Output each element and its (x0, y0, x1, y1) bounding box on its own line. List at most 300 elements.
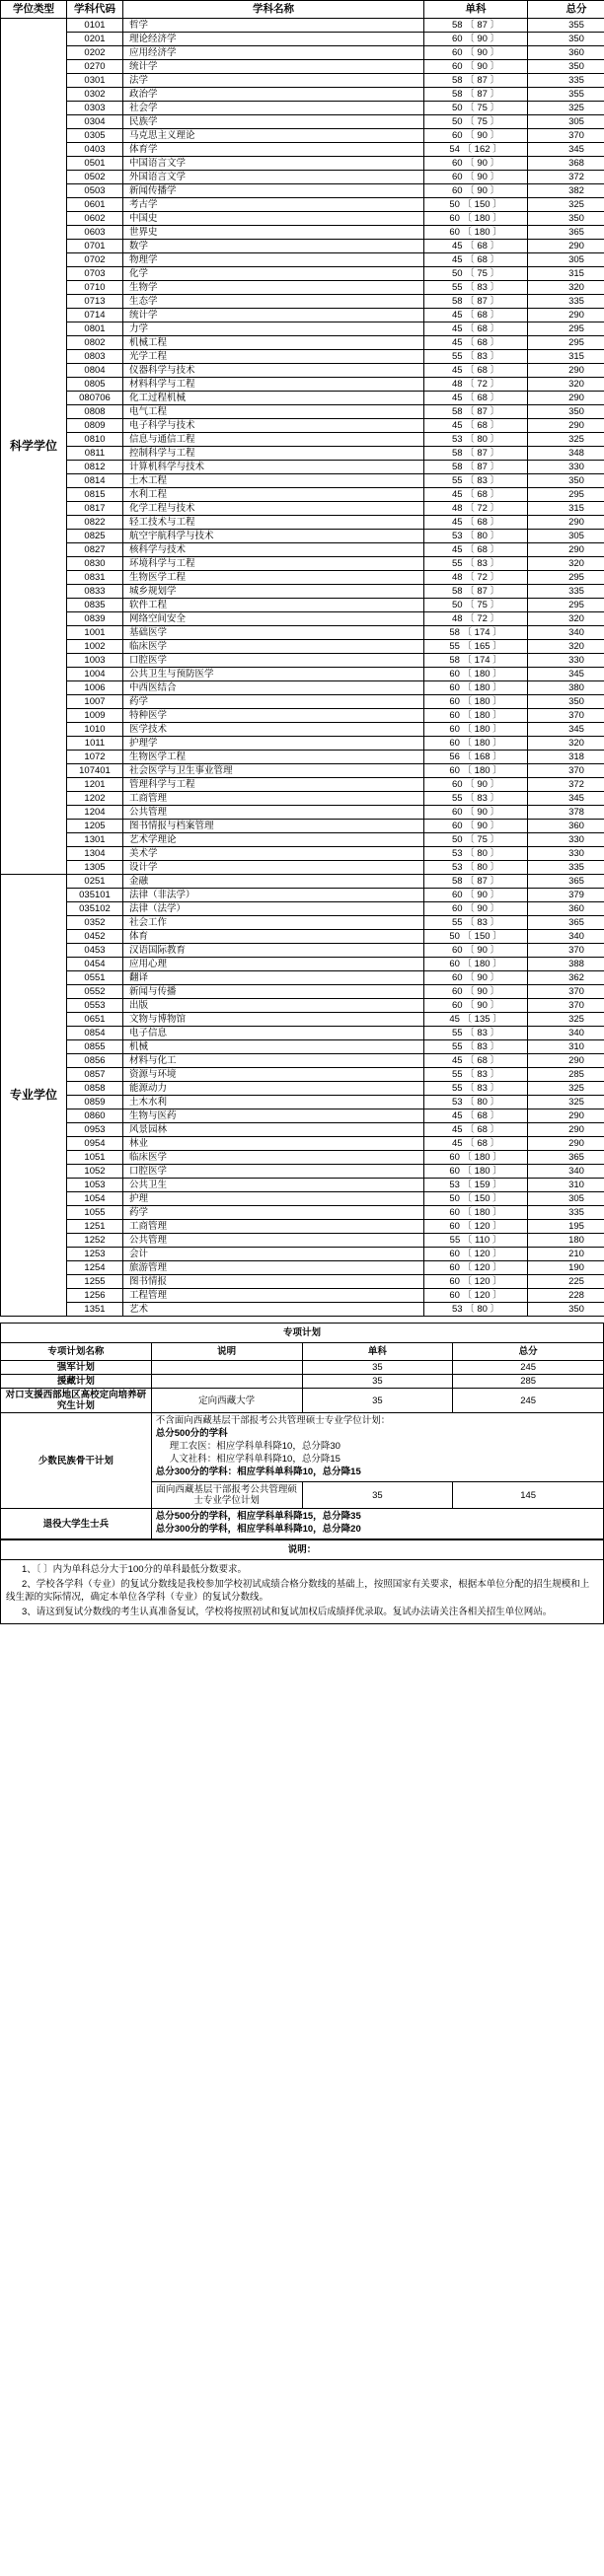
discipline-name-cell: 公共卫生 (123, 1179, 424, 1192)
total-score-cell: 370 (528, 944, 604, 958)
table-row (1, 488, 604, 502)
total-score-cell: 325 (528, 433, 604, 447)
discipline-code-cell: 0403 (67, 143, 123, 157)
single-subject-cell: 53 〔 80 〕 (424, 847, 528, 861)
table-row (1, 447, 604, 461)
discipline-name-cell: 信息与通信工程 (123, 433, 424, 447)
single-subject-cell: 48 〔 72 〕 (424, 502, 528, 516)
table-row (1, 1054, 604, 1068)
total-score-cell: 325 (528, 1013, 604, 1027)
discipline-code-cell: 1304 (67, 847, 123, 861)
discipline-name-cell: 中国语言文学 (123, 157, 424, 171)
single-subject-cell: 45 〔 68 〕 (424, 1109, 528, 1123)
discipline-code-cell: 0856 (67, 1054, 123, 1068)
single-subject-cell: 45 〔 68 〕 (424, 419, 528, 433)
total-score-cell: 360 (528, 820, 604, 833)
table-row (1, 612, 604, 626)
total-score-cell: 310 (528, 1040, 604, 1054)
single-subject-cell: 53 〔 80 〕 (424, 433, 528, 447)
single-subject-cell: 60 〔 90 〕 (424, 971, 528, 985)
single-subject-cell: 60 〔 120 〕 (424, 1275, 528, 1289)
total-score-cell: 380 (528, 681, 604, 695)
plans-title: 专项计划 (1, 1324, 604, 1343)
table-row (1, 392, 604, 405)
single-subject-cell: 45 〔 68 〕 (424, 253, 528, 267)
total-score-cell: 295 (528, 488, 604, 502)
plan-name-cell: 退役大学生士兵 (1, 1509, 152, 1539)
plan-single-cell: 35 (302, 1482, 453, 1509)
single-subject-cell: 60 〔 90 〕 (424, 157, 528, 171)
single-subject-cell: 45 〔 68 〕 (424, 1054, 528, 1068)
table-row (1, 930, 604, 944)
table-row (1, 60, 604, 74)
single-subject-cell: 48 〔 72 〕 (424, 571, 528, 585)
table-row (1, 212, 604, 226)
discipline-name-cell: 医学技术 (123, 723, 424, 737)
single-subject-cell: 48 〔 72 〕 (424, 378, 528, 392)
single-subject-cell: 50 〔 75 〕 (424, 833, 528, 847)
discipline-name-cell: 材料科学与工程 (123, 378, 424, 392)
single-subject-cell: 60 〔 180 〕 (424, 723, 528, 737)
discipline-name-cell: 特种医学 (123, 709, 424, 723)
single-subject-cell: 45 〔 68 〕 (424, 322, 528, 336)
discipline-code-cell: 0601 (67, 198, 123, 212)
table-row (1, 129, 604, 143)
discipline-code-cell: 0810 (67, 433, 123, 447)
total-score-cell: 378 (528, 806, 604, 820)
single-subject-cell: 60 〔 90 〕 (424, 902, 528, 916)
table-row (1, 102, 604, 115)
total-score-cell: 335 (528, 585, 604, 599)
single-subject-cell: 58 〔 87 〕 (424, 585, 528, 599)
discipline-code-cell: 0701 (67, 240, 123, 253)
plan-desc-line: 理工农医：相应学科单科降10，总分降30 (169, 1441, 340, 1452)
single-subject-cell: 45 〔 68 〕 (424, 364, 528, 378)
total-score-cell: 335 (528, 295, 604, 309)
discipline-code-cell: 0830 (67, 557, 123, 571)
plan-desc-cell: 面向西藏基层干部报考公共管理硕士专业学位计划 (151, 1482, 302, 1509)
discipline-name-cell: 新闻传播学 (123, 184, 424, 198)
discipline-name-cell: 会计 (123, 1248, 424, 1261)
discipline-name-cell: 仪器科学与技术 (123, 364, 424, 378)
discipline-name-cell: 应用心理 (123, 958, 424, 971)
plan-desc-line: 总分300分的学科：相应学科单科降10，总分降15 (155, 1467, 361, 1477)
total-score-cell: 225 (528, 1275, 604, 1289)
total-score-cell: 370 (528, 985, 604, 999)
discipline-code-cell: 0651 (67, 1013, 123, 1027)
total-score-cell: 290 (528, 392, 604, 405)
single-subject-cell: 55 〔 83 〕 (424, 557, 528, 571)
plan-desc-cell (151, 1361, 302, 1375)
discipline-name-cell: 政治学 (123, 88, 424, 102)
discipline-code-cell: 1011 (67, 737, 123, 751)
discipline-name-cell: 出版 (123, 999, 424, 1013)
table-row (1, 751, 604, 764)
table-row (1, 33, 604, 46)
discipline-code-cell: 0831 (67, 571, 123, 585)
single-subject-cell: 60 〔 90 〕 (424, 129, 528, 143)
discipline-name-cell: 水利工程 (123, 488, 424, 502)
plans-row (1, 1375, 604, 1389)
single-subject-cell: 60 〔 180 〕 (424, 709, 528, 723)
total-score-cell: 362 (528, 971, 604, 985)
single-subject-cell: 50 〔 75 〕 (424, 115, 528, 129)
table-row (1, 958, 604, 971)
discipline-name-cell: 工程管理 (123, 1289, 424, 1303)
discipline-name-cell: 控制科学与工程 (123, 447, 424, 461)
total-score-cell: 285 (528, 1068, 604, 1082)
plans-title-row (1, 1324, 604, 1343)
discipline-code-cell: 0454 (67, 958, 123, 971)
table-row (1, 226, 604, 240)
discipline-name-cell: 网络空间安全 (123, 612, 424, 626)
discipline-code-cell: 0714 (67, 309, 123, 322)
discipline-code-cell: 1256 (67, 1289, 123, 1303)
total-score-cell: 310 (528, 1179, 604, 1192)
total-score-cell: 348 (528, 447, 604, 461)
discipline-code-cell: 0453 (67, 944, 123, 958)
single-subject-cell: 55 〔 83 〕 (424, 792, 528, 806)
discipline-name-cell: 生物医学工程 (123, 751, 424, 764)
discipline-name-cell: 美术学 (123, 847, 424, 861)
discipline-code-cell: 035102 (67, 902, 123, 916)
single-subject-cell: 45 〔 68 〕 (424, 240, 528, 253)
table-row (1, 1303, 604, 1317)
discipline-code-cell: 0304 (67, 115, 123, 129)
plans-row (1, 1413, 604, 1482)
total-score-cell: 305 (528, 1192, 604, 1206)
notes-body-row (1, 1560, 604, 1624)
single-subject-cell: 60 〔 180 〕 (424, 226, 528, 240)
discipline-code-cell: 0501 (67, 157, 123, 171)
table-row (1, 792, 604, 806)
total-score-cell: 370 (528, 709, 604, 723)
table-row (1, 654, 604, 668)
table-row (1, 88, 604, 102)
single-subject-cell: 58 〔 174 〕 (424, 626, 528, 640)
discipline-name-cell: 口腔医学 (123, 654, 424, 668)
single-subject-cell: 58 〔 87 〕 (424, 405, 528, 419)
plan-total-cell: 145 (453, 1482, 604, 1509)
discipline-name-cell: 林业 (123, 1137, 424, 1151)
discipline-name-cell: 计算机科学与技术 (123, 461, 424, 474)
discipline-name-cell: 临床医学 (123, 640, 424, 654)
discipline-name-cell: 力学 (123, 322, 424, 336)
discipline-code-cell: 0860 (67, 1109, 123, 1123)
total-score-cell: 290 (528, 240, 604, 253)
discipline-code-cell: 0603 (67, 226, 123, 240)
table-row (1, 516, 604, 530)
single-subject-cell: 60 〔 90 〕 (424, 60, 528, 74)
discipline-name-cell: 公共卫生与预防医学 (123, 668, 424, 681)
single-subject-cell: 58 〔 87 〕 (424, 74, 528, 88)
discipline-code-cell: 1251 (67, 1220, 123, 1234)
single-subject-cell: 60 〔 180 〕 (424, 764, 528, 778)
table-row (1, 695, 604, 709)
table-row (1, 336, 604, 350)
total-score-cell: 350 (528, 474, 604, 488)
single-subject-cell: 60 〔 90 〕 (424, 806, 528, 820)
total-score-cell: 295 (528, 322, 604, 336)
discipline-code-cell: 0827 (67, 543, 123, 557)
table-row (1, 1275, 604, 1289)
discipline-name-cell: 机械工程 (123, 336, 424, 350)
table-row (1, 1165, 604, 1179)
total-score-cell: 290 (528, 1054, 604, 1068)
discipline-name-cell: 基础医学 (123, 626, 424, 640)
discipline-code-cell: 0805 (67, 378, 123, 392)
discipline-name-cell: 考古学 (123, 198, 424, 212)
discipline-code-cell: 1009 (67, 709, 123, 723)
total-score-cell: 365 (528, 226, 604, 240)
discipline-code-cell: 1002 (67, 640, 123, 654)
total-score-cell: 195 (528, 1220, 604, 1234)
discipline-name-cell: 文物与博物馆 (123, 1013, 424, 1027)
table-row (1, 74, 604, 88)
single-subject-cell: 55 〔 83 〕 (424, 350, 528, 364)
total-score-cell: 350 (528, 60, 604, 74)
discipline-code-cell: 035101 (67, 889, 123, 902)
discipline-code-cell: 0812 (67, 461, 123, 474)
discipline-code-cell: 0858 (67, 1082, 123, 1096)
table-row (1, 999, 604, 1013)
discipline-name-cell: 物理学 (123, 253, 424, 267)
table-row (1, 378, 604, 392)
single-subject-cell: 60 〔 180 〕 (424, 695, 528, 709)
total-score-cell: 330 (528, 654, 604, 668)
single-subject-cell: 55 〔 83 〕 (424, 281, 528, 295)
single-subject-cell: 58 〔 87 〕 (424, 875, 528, 889)
table-row (1, 46, 604, 60)
table-row (1, 19, 604, 33)
plan-single-cell: 35 (302, 1389, 453, 1413)
total-score-cell: 350 (528, 33, 604, 46)
discipline-name-cell: 图书情报与档案管理 (123, 820, 424, 833)
discipline-name-cell: 城乡规划学 (123, 585, 424, 599)
table-row (1, 1179, 604, 1192)
discipline-code-cell: 0301 (67, 74, 123, 88)
plan-single-cell: 35 (302, 1375, 453, 1389)
single-subject-cell: 60 〔 90 〕 (424, 944, 528, 958)
discipline-code-cell: 0302 (67, 88, 123, 102)
discipline-name-cell: 理论经济学 (123, 33, 424, 46)
single-subject-cell: 45 〔 68 〕 (424, 543, 528, 557)
discipline-code-cell: 0503 (67, 184, 123, 198)
plans-row (1, 1509, 604, 1539)
discipline-name-cell: 汉语国际教育 (123, 944, 424, 958)
discipline-name-cell: 社会学 (123, 102, 424, 115)
single-subject-cell: 60 〔 90 〕 (424, 33, 528, 46)
discipline-name-cell: 社会医学与卫生事业管理 (123, 764, 424, 778)
discipline-name-cell: 口腔医学 (123, 1165, 424, 1179)
discipline-code-cell: 0552 (67, 985, 123, 999)
discipline-code-cell: 1201 (67, 778, 123, 792)
table-row (1, 1234, 604, 1248)
single-subject-cell: 45 〔 68 〕 (424, 1123, 528, 1137)
total-score-cell: 295 (528, 336, 604, 350)
plan-desc-cell (151, 1375, 302, 1389)
table-row (1, 1082, 604, 1096)
note-item: 3、请这到复试分数线的考生认真准备复试，学校将按照初试和复试加权后成绩择优录取。复试办法请关注各相关招生单位网站。 (22, 1607, 553, 1617)
discipline-code-cell: 0809 (67, 419, 123, 433)
discipline-name-cell: 环境科学与工程 (123, 557, 424, 571)
discipline-code-cell: 1255 (67, 1275, 123, 1289)
discipline-name-cell: 化学工程与技术 (123, 502, 424, 516)
total-score-cell: 325 (528, 1082, 604, 1096)
discipline-code-cell: 0251 (67, 875, 123, 889)
column-header-1: 学科代码 (67, 1, 123, 19)
single-subject-cell: 50 〔 150 〕 (424, 1192, 528, 1206)
special-plans-table (0, 1323, 604, 1539)
discipline-code-cell: 1004 (67, 668, 123, 681)
single-subject-cell: 58 〔 87 〕 (424, 88, 528, 102)
plans-column-header-1: 说明 (151, 1343, 302, 1361)
single-subject-cell: 50 〔 150 〕 (424, 198, 528, 212)
discipline-name-cell: 翻译 (123, 971, 424, 985)
plan-name-cell: 强军计划 (1, 1361, 152, 1375)
table-row (1, 861, 604, 875)
discipline-code-cell: 1052 (67, 1165, 123, 1179)
total-score-cell: 340 (528, 930, 604, 944)
single-subject-cell: 54 〔 162 〕 (424, 143, 528, 157)
single-subject-cell: 60 〔 90 〕 (424, 171, 528, 184)
discipline-code-cell: 0553 (67, 999, 123, 1013)
discipline-name-cell: 体育 (123, 930, 424, 944)
total-score-cell: 370 (528, 129, 604, 143)
discipline-name-cell: 能源动力 (123, 1082, 424, 1096)
discipline-code-cell: 0452 (67, 930, 123, 944)
single-subject-cell: 50 〔 150 〕 (424, 930, 528, 944)
discipline-name-cell: 民族学 (123, 115, 424, 129)
single-subject-cell: 56 〔 168 〕 (424, 751, 528, 764)
table-row (1, 1206, 604, 1220)
plan-desc-cell (151, 1509, 603, 1539)
discipline-name-cell: 图书情报 (123, 1275, 424, 1289)
total-score-cell: 290 (528, 1109, 604, 1123)
discipline-name-cell: 药学 (123, 1206, 424, 1220)
discipline-code-cell: 1205 (67, 820, 123, 833)
discipline-code-cell: 1054 (67, 1192, 123, 1206)
table-row (1, 1123, 604, 1137)
table-row (1, 985, 604, 999)
table-row (1, 364, 604, 378)
discipline-name-cell: 新闻与传播 (123, 985, 424, 999)
discipline-code-cell: 0804 (67, 364, 123, 378)
table-row (1, 640, 604, 654)
table-row (1, 1096, 604, 1109)
table-row (1, 1027, 604, 1040)
total-score-cell: 345 (528, 723, 604, 737)
discipline-code-cell: 0303 (67, 102, 123, 115)
single-subject-cell: 55 〔 83 〕 (424, 1040, 528, 1054)
table-row (1, 1068, 604, 1082)
total-score-cell: 379 (528, 889, 604, 902)
discipline-name-cell: 护理 (123, 1192, 424, 1206)
discipline-code-cell: 0702 (67, 253, 123, 267)
discipline-name-cell: 风景园林 (123, 1123, 424, 1137)
single-subject-cell: 60 〔 180 〕 (424, 1151, 528, 1165)
table-row (1, 626, 604, 640)
total-score-cell: 318 (528, 751, 604, 764)
total-score-cell: 365 (528, 1151, 604, 1165)
notes-content (1, 1560, 604, 1624)
total-score-cell: 360 (528, 46, 604, 60)
discipline-code-cell: 0803 (67, 350, 123, 364)
plans-column-header-2: 单科 (302, 1343, 453, 1361)
table-row (1, 1151, 604, 1165)
table-header-row (1, 1, 604, 19)
table-row (1, 157, 604, 171)
discipline-code-cell: 0713 (67, 295, 123, 309)
discipline-code-cell: 080706 (67, 392, 123, 405)
table-row (1, 585, 604, 599)
table-row (1, 599, 604, 612)
table-row (1, 309, 604, 322)
total-score-cell: 370 (528, 999, 604, 1013)
discipline-code-cell: 0801 (67, 322, 123, 336)
single-subject-cell: 60 〔 180 〕 (424, 212, 528, 226)
table-row (1, 184, 604, 198)
total-score-cell: 290 (528, 1137, 604, 1151)
table-row (1, 916, 604, 930)
table-row (1, 1013, 604, 1027)
single-subject-cell: 60 〔 180 〕 (424, 1206, 528, 1220)
plan-name-cell: 少数民族骨干计划 (1, 1413, 152, 1509)
single-subject-cell: 50 〔 75 〕 (424, 599, 528, 612)
note-item: 2、学校各学科（专业）的复试分数线是我校参加学校初试成绩合格分数线的基础上，按照国家有关要求，根据本单位分配的招生规模和上线生源的实际情况，确定本单位各学科（专业）的复试分数线。 (6, 1579, 590, 1603)
table-row (1, 433, 604, 447)
single-subject-cell: 55 〔 165 〕 (424, 640, 528, 654)
single-subject-cell: 60 〔 90 〕 (424, 999, 528, 1013)
total-score-cell: 340 (528, 1027, 604, 1040)
table-row (1, 543, 604, 557)
discipline-name-cell: 数学 (123, 240, 424, 253)
plan-total-cell: 245 (453, 1389, 604, 1413)
total-score-cell: 320 (528, 557, 604, 571)
discipline-name-cell: 软件工程 (123, 599, 424, 612)
discipline-name-cell: 法学 (123, 74, 424, 88)
discipline-name-cell: 公共管理 (123, 1234, 424, 1248)
table-row (1, 571, 604, 585)
table-row (1, 806, 604, 820)
single-subject-cell: 53 〔 80 〕 (424, 1303, 528, 1317)
discipline-name-cell: 旅游管理 (123, 1261, 424, 1275)
discipline-code-cell: 1010 (67, 723, 123, 737)
total-score-cell: 345 (528, 792, 604, 806)
discipline-code-cell: 1253 (67, 1248, 123, 1261)
notes-title: 说明： (1, 1540, 604, 1560)
total-score-cell: 190 (528, 1261, 604, 1275)
discipline-code-cell: 0811 (67, 447, 123, 461)
discipline-name-cell: 护理学 (123, 737, 424, 751)
plan-single-cell: 35 (302, 1361, 453, 1375)
discipline-name-cell: 统计学 (123, 309, 424, 322)
discipline-code-cell: 1204 (67, 806, 123, 820)
table-row (1, 875, 604, 889)
table-row (1, 350, 604, 364)
discipline-code-cell: 1351 (67, 1303, 123, 1317)
total-score-cell: 388 (528, 958, 604, 971)
total-score-cell: 320 (528, 378, 604, 392)
table-row (1, 171, 604, 184)
discipline-code-cell: 0817 (67, 502, 123, 516)
notes-header-row (1, 1540, 604, 1560)
single-subject-cell: 60 〔 120 〕 (424, 1248, 528, 1261)
single-subject-cell: 60 〔 180 〕 (424, 681, 528, 695)
discipline-name-cell: 临床医学 (123, 1151, 424, 1165)
discipline-name-cell: 电气工程 (123, 405, 424, 419)
discipline-name-cell: 应用经济学 (123, 46, 424, 60)
